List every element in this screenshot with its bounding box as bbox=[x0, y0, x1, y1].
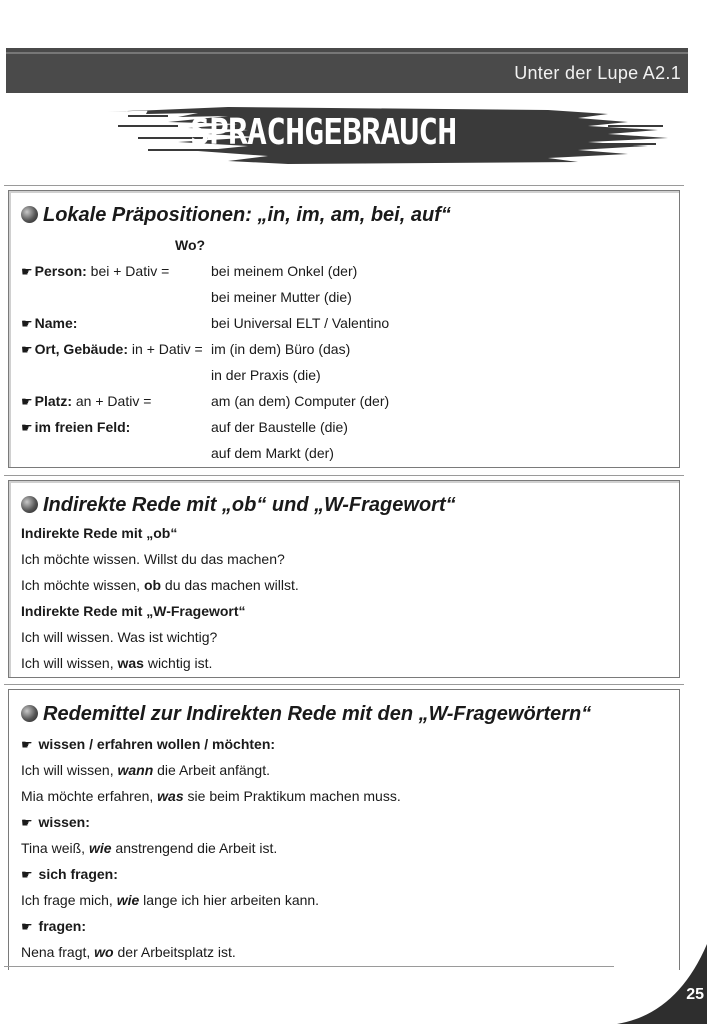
example: am (an dem) Computer (der) bbox=[211, 393, 390, 409]
example: im (in dem) Büro (das) bbox=[211, 341, 351, 357]
pointing-hand-icon: ☚ bbox=[21, 264, 33, 279]
pointing-hand-icon: ☚ bbox=[21, 867, 33, 882]
pointing-hand-icon: ☚ bbox=[21, 815, 33, 830]
example: bei Universal ELT / Valentino bbox=[211, 315, 390, 331]
pointing-hand-icon: ☚ bbox=[21, 394, 33, 409]
box-title: Redemittel zur Indirekten Rede mit den „W-Fragewörtern“ bbox=[21, 703, 591, 726]
divider bbox=[4, 684, 684, 685]
subheading: ☚ wissen / erfahren wollen / möchten: bbox=[21, 736, 276, 752]
bullet-icon bbox=[21, 206, 38, 223]
pointing-hand-icon: ☚ bbox=[21, 420, 33, 435]
row-feld: ☚ im freien Feld: bbox=[21, 419, 131, 435]
subheading: Indirekte Rede mit „W-Fragewort“ bbox=[21, 603, 246, 619]
example-line: Ich will wissen, wann die Arbeit anfängt. bbox=[21, 762, 271, 778]
divider bbox=[4, 966, 614, 967]
divider bbox=[4, 475, 684, 476]
pointing-hand-icon: ☚ bbox=[21, 316, 33, 331]
row-ort: ☚ Ort, Gebäude: in + Dativ = bbox=[21, 341, 203, 357]
pointing-hand-icon: ☚ bbox=[21, 737, 33, 752]
example-line: Ich frage mich, wie lange ich hier arbeiten kann. bbox=[21, 892, 320, 908]
example: in der Praxis (die) bbox=[211, 367, 321, 383]
subheading: ☚ sich fragen: bbox=[21, 866, 118, 882]
bullet-icon bbox=[21, 705, 38, 722]
example-line: Ich möchte wissen. Willst du das machen? bbox=[21, 551, 285, 567]
box-lokale-praepositionen bbox=[8, 190, 680, 468]
row-platz: ☚ Platz: an + Dativ = bbox=[21, 393, 152, 409]
example: auf der Baustelle (die) bbox=[211, 419, 348, 435]
section-title: SPRACHGEBRAUCH bbox=[190, 112, 457, 153]
subheading: Indirekte Rede mit „ob“ bbox=[21, 525, 178, 541]
question-wo: Wo? bbox=[175, 237, 206, 253]
pointing-hand-icon: ☚ bbox=[21, 919, 33, 934]
example: bei meiner Mutter (die) bbox=[211, 289, 352, 305]
example: bei meinem Onkel (der) bbox=[211, 263, 358, 279]
box-title: Indirekte Rede mit „ob“ und „W-Fragewort“ bbox=[21, 494, 456, 517]
divider bbox=[4, 185, 684, 186]
box-redemittel bbox=[8, 689, 680, 970]
example-line: Ich will wissen, was wichtig ist. bbox=[21, 655, 213, 671]
bullet-icon bbox=[21, 496, 38, 513]
page-number: 25 bbox=[686, 986, 704, 1003]
example-line: Nena fragt, wo der Arbeitsplatz ist. bbox=[21, 944, 236, 960]
example-line: Tina weiß, wie anstrengend die Arbeit ist. bbox=[21, 840, 278, 856]
subheading: ☚ fragen: bbox=[21, 918, 86, 934]
pointing-hand-icon: ☚ bbox=[21, 342, 33, 357]
row-name: ☚ Name: bbox=[21, 315, 78, 331]
box-indirekte-rede bbox=[8, 480, 680, 678]
example-line: Mia möchte erfahren, was sie beim Praktikum machen muss. bbox=[21, 788, 401, 804]
example-line: Ich möchte wissen, ob du das machen willst. bbox=[21, 577, 299, 593]
page-corner bbox=[617, 944, 707, 1024]
example-line: Ich will wissen. Was ist wichtig? bbox=[21, 629, 218, 645]
row-person: ☚ Person: bei + Dativ = bbox=[21, 263, 170, 279]
example: auf dem Markt (der) bbox=[211, 445, 334, 461]
series-title: Unter der Lupe A2.1 bbox=[514, 63, 681, 83]
box-title: Lokale Präpositionen: „in, im, am, bei, auf“ bbox=[21, 204, 451, 227]
subheading: ☚ wissen: bbox=[21, 814, 90, 830]
